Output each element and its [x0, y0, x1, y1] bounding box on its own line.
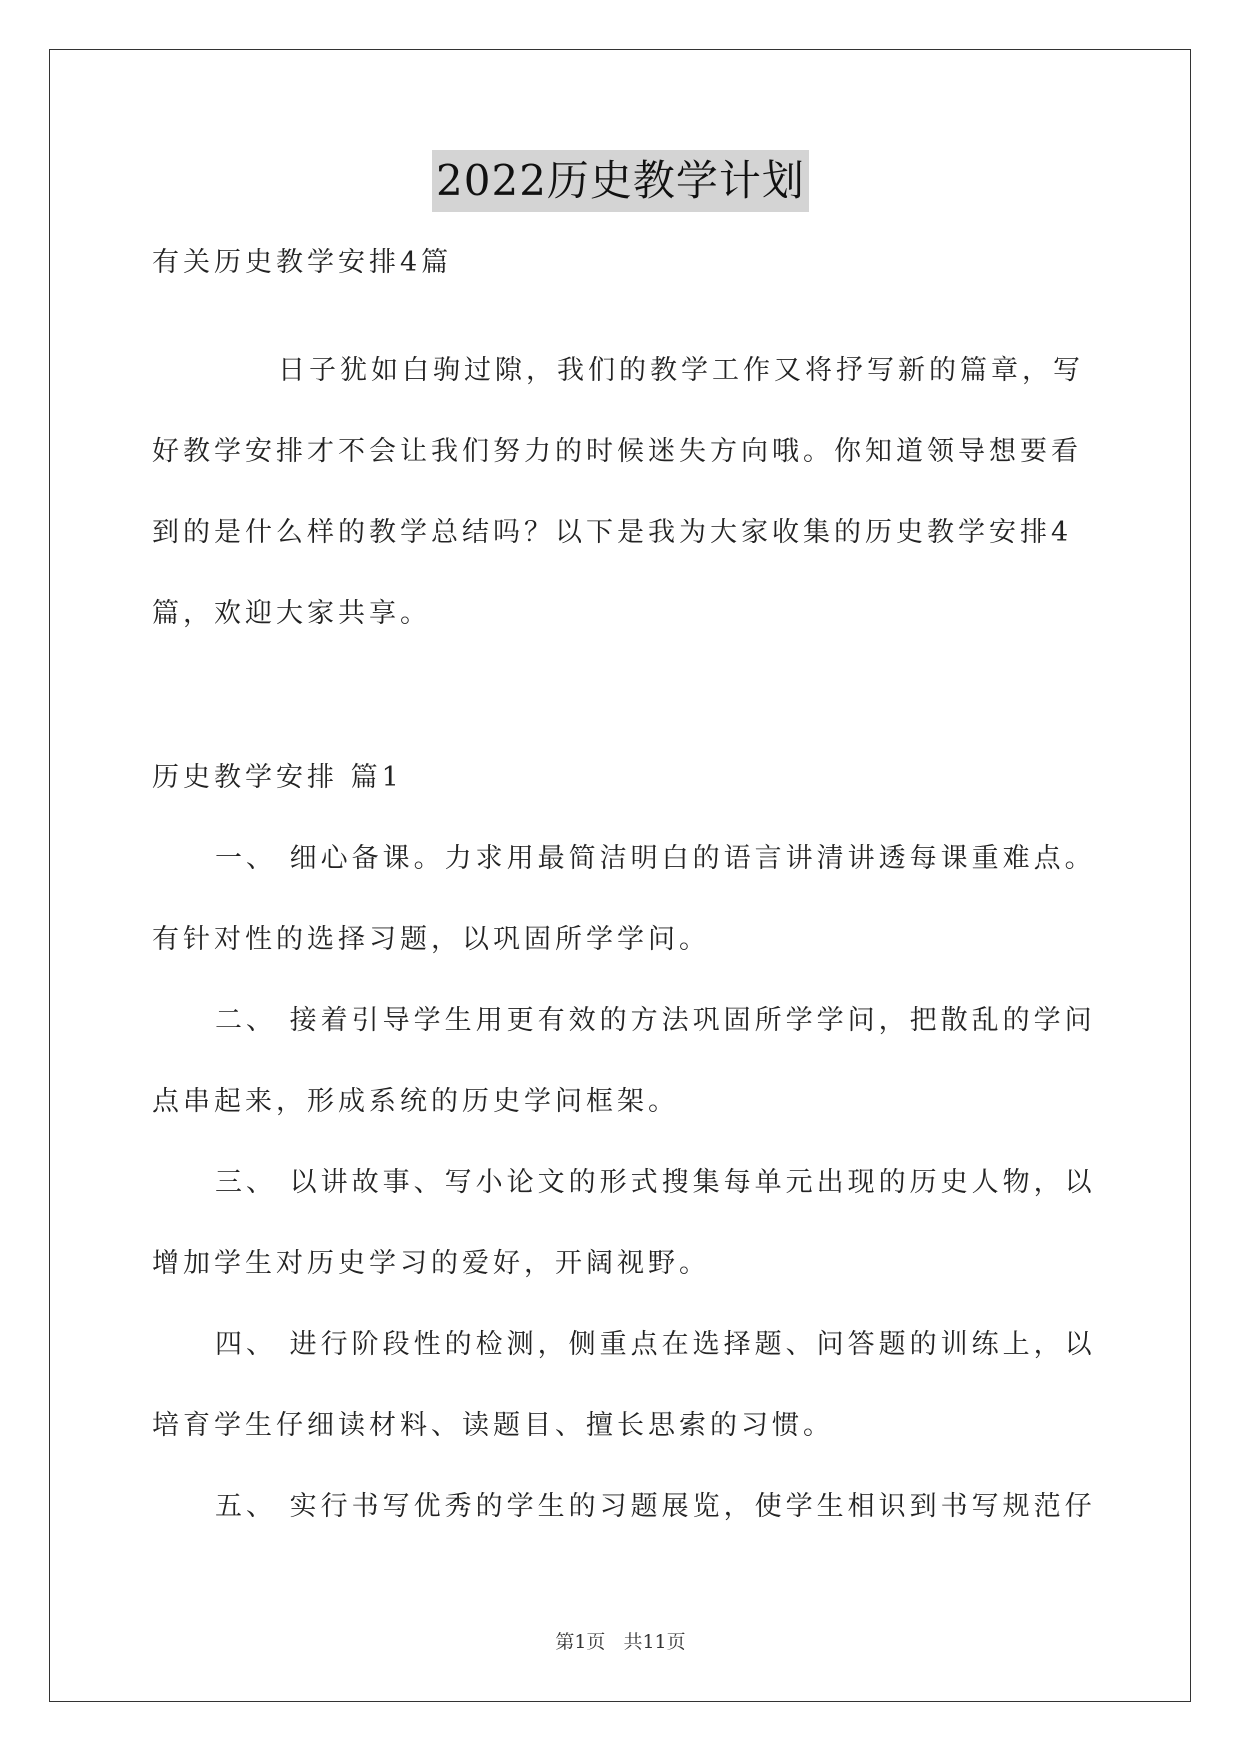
section-heading: 历史教学安排 篇1 — [152, 762, 403, 793]
document-title: 2022历史教学计划 — [432, 150, 809, 212]
item-2-line-2: 点串起来，形成系统的历史学问框架。 — [152, 1086, 679, 1117]
item-5-line-1: 五、 实行书写优秀的学生的习题展览，使学生相识到书写规范仔 — [215, 1491, 1096, 1522]
title-container — [0, 150, 1241, 212]
intro-line-3: 到的是什么样的教学总结吗？以下是我为大家收集的历史教学安排4 — [152, 517, 1073, 548]
page-number: 第1页 — [555, 1631, 606, 1653]
total-pages: 共11页 — [623, 1631, 686, 1653]
intro-line-1: 日子犹如白驹过隙，我们的教学工作又将抒写新的篇章，写 — [278, 355, 1084, 386]
item-4-line-1: 四、 进行阶段性的检测，侧重点在选择题、问答题的训练上，以 — [215, 1329, 1096, 1360]
item-1-line-2: 有针对性的选择习题，以巩固所学学问。 — [152, 924, 710, 955]
item-3-line-2: 增加学生对历史学习的爱好，开阔视野。 — [152, 1248, 710, 1279]
intro-line-4: 篇，欢迎大家共享。 — [152, 598, 431, 629]
intro-line-2: 好教学安排才不会让我们努力的时候迷失方向哦。你知道领导想要看 — [152, 436, 1082, 467]
item-3-line-1: 三、 以讲故事、写小论文的形式搜集每单元出现的历史人物，以 — [215, 1167, 1096, 1198]
item-2-line-1: 二、 接着引导学生用更有效的方法巩固所学学问，把散乱的学问 — [215, 1005, 1096, 1036]
page-footer — [0, 1628, 1241, 1656]
item-1-line-1: 一、 细心备课。力求用最简洁明白的语言讲清讲透每课重难点。 — [215, 843, 1096, 874]
document-subtitle: 有关历史教学安排4篇 — [152, 247, 453, 278]
item-4-line-2: 培育学生仔细读材料、读题目、擅长思索的习惯。 — [152, 1410, 834, 1441]
